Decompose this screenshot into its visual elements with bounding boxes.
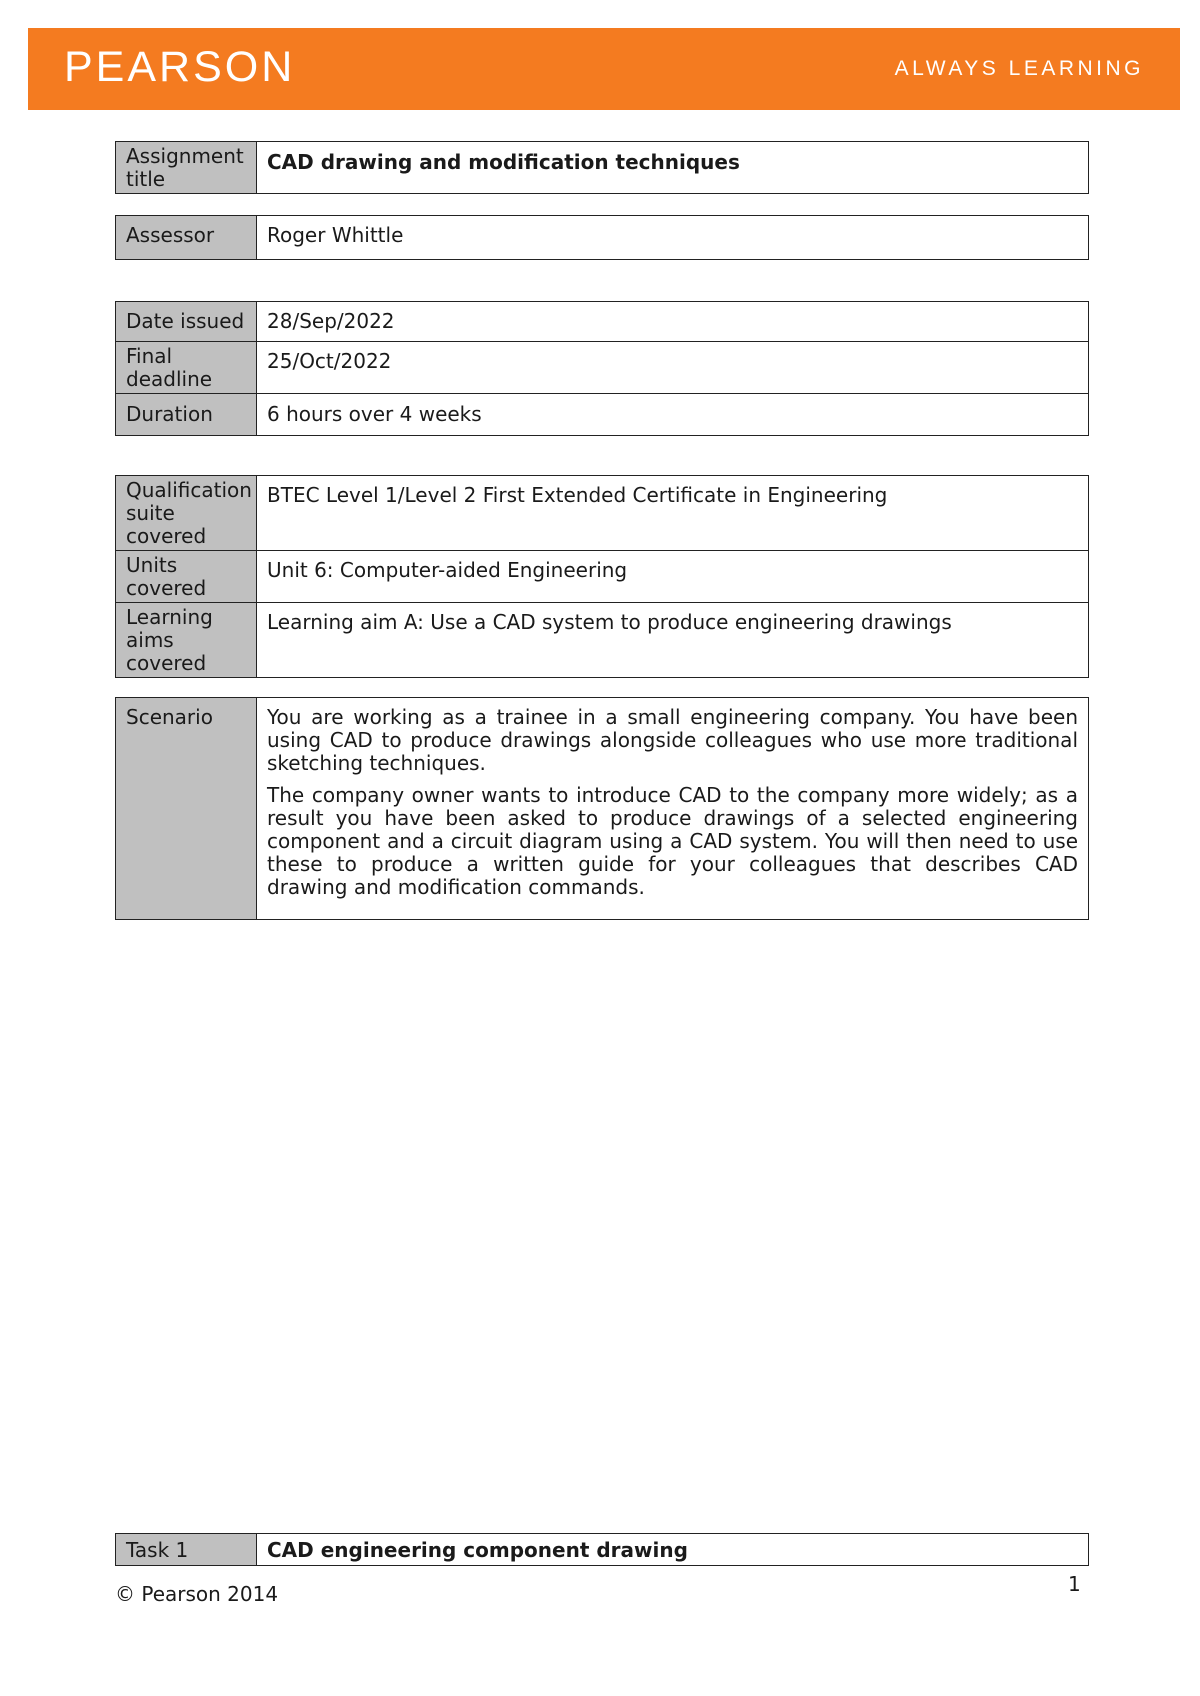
- assignment-title-label: Assignment title: [116, 142, 257, 194]
- scenario-label: Scenario: [116, 698, 257, 920]
- copyright-notice: © Pearson 2014: [115, 1582, 279, 1606]
- pearson-banner: [28, 28, 1180, 110]
- scenario-paragraph-1: You are working as a trainee in a small engineering company. You have been using CAD to produce drawings alongside colleagues who use more traditional sketching techniques.: [267, 705, 1078, 775]
- assessor-table: [115, 215, 1089, 260]
- task-label: Task 1: [116, 1534, 257, 1566]
- date-issued-value: 28/Sep/2022: [257, 302, 1089, 342]
- task-table: [115, 1533, 1089, 1566]
- qualification-value: BTEC Level 1/Level 2 First Extended Certificate in Engineering: [257, 476, 1089, 551]
- assessor-value: Roger Whittle: [257, 216, 1089, 260]
- units-label: Units covered: [116, 551, 257, 603]
- final-deadline-value: 25/Oct/2022: [257, 342, 1089, 394]
- scenario-table: [115, 697, 1089, 920]
- qualification-label: Qualification suite covered: [116, 476, 257, 551]
- coverage-table: [115, 475, 1089, 678]
- assignment-title-table: [115, 141, 1089, 194]
- duration-value: 6 hours over 4 weeks: [257, 394, 1089, 436]
- dates-table: [115, 301, 1089, 436]
- duration-label: Duration: [116, 394, 257, 436]
- assignment-title-value: CAD drawing and modification techniques: [257, 142, 1089, 194]
- final-deadline-label: Final deadline: [116, 342, 257, 394]
- learning-aims-value: Learning aim A: Use a CAD system to produce engineering drawings: [257, 603, 1089, 678]
- page-number: 1: [1068, 1572, 1081, 1596]
- learning-aims-label: Learning aims covered: [116, 603, 257, 678]
- pearson-logo: PEARSON: [64, 43, 296, 91]
- units-value: Unit 6: Computer-aided Engineering: [257, 551, 1089, 603]
- tagline: ALWAYS LEARNING: [894, 57, 1144, 80]
- assessor-label: Assessor: [116, 216, 257, 260]
- scenario-paragraph-2: The company owner wants to introduce CAD to the company more widely; as a result you have been asked to produce drawings of a selected engineering component and a circuit diagram using a CAD system. You will then need to use these to produce a written guide for your colleagues that describes CAD drawing and modification commands.: [267, 783, 1078, 899]
- task-title: CAD engineering component drawing: [257, 1534, 1089, 1566]
- date-issued-label: Date issued: [116, 302, 257, 342]
- scenario-text: [257, 698, 1089, 920]
